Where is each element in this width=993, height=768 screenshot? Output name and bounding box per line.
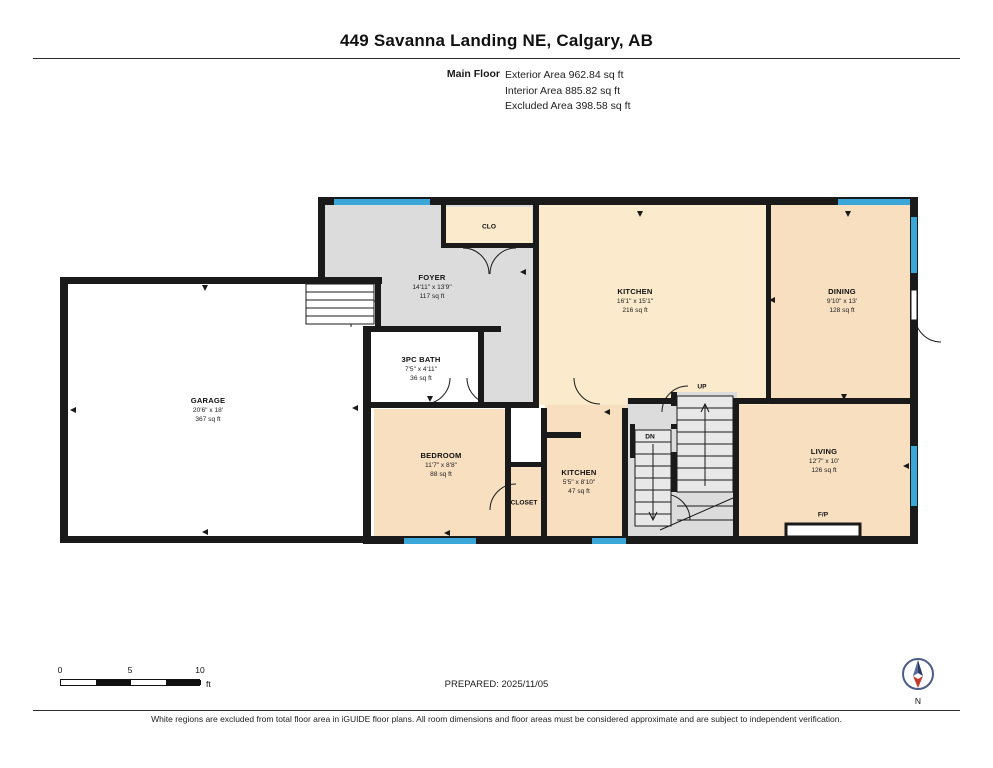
floor-label: Main Floor: [446, 68, 500, 80]
wall-stair-upper: [671, 392, 677, 406]
room-area: 47 sq ft: [568, 487, 590, 495]
wall-kitchen-small-right: [622, 408, 628, 540]
stairs-up-label: UP: [697, 383, 707, 391]
wall-closet-left: [441, 205, 446, 247]
wall-stair-right: [733, 398, 739, 540]
exterior-door-right: [911, 290, 917, 320]
wall-bedroom-closet-top: [505, 462, 547, 467]
footer-divider: [33, 710, 960, 711]
kitchen-main-fill: [538, 203, 770, 405]
room-area: 216 sq ft: [622, 306, 648, 314]
room-dimensions: 5'5" x 8'10": [562, 478, 596, 486]
window-bottom-left: [404, 538, 476, 544]
room-area: 367 sq ft: [195, 415, 221, 423]
scale-tick-0: 0: [57, 665, 63, 675]
fireplace: [786, 524, 860, 537]
room-dimensions: 14'11" x 13'9": [412, 283, 452, 291]
room-area: 88 sq ft: [430, 470, 452, 478]
wall-kitchen-small-left: [541, 408, 547, 540]
room-name: LIVING: [810, 446, 838, 456]
room-name: KITCHEN: [617, 286, 653, 296]
wall-bath-bottom: [371, 402, 536, 408]
window-right-lower: [911, 446, 917, 506]
window-bottom-mid: [592, 538, 626, 544]
room-name: DINING: [828, 286, 856, 296]
wall-foyer-right: [533, 203, 539, 408]
wall-bedroom-right: [505, 408, 511, 540]
stairs-down: [635, 430, 671, 526]
house-wall-left-lower: [363, 326, 371, 544]
room-dimensions: 9'10" x 13': [826, 297, 858, 305]
wall-bath-right: [478, 330, 484, 408]
foyer-steps: [306, 284, 374, 324]
window-top-right: [838, 199, 910, 205]
garage-wall-bottom: [60, 536, 382, 543]
room-name: GARAGE: [190, 395, 226, 405]
room-area: 128 sq ft: [829, 306, 855, 314]
scale-tick-5: 5: [127, 665, 133, 675]
prepared-date: PREPARED: 2025/11/05: [444, 679, 549, 690]
closet-fill: [446, 207, 532, 245]
wall-dining-left: [766, 203, 771, 403]
room-dimensions: 7'5" x 4'11": [404, 365, 438, 373]
scale-bar-graphic: [60, 679, 200, 686]
room-area: 36 sq ft: [410, 374, 432, 382]
compass-rose: [896, 654, 940, 708]
room-dimensions: 12'7" x 10': [808, 457, 840, 465]
stairs-up: [677, 396, 733, 492]
wall-garage-house: [375, 277, 381, 329]
page-title: 449 Savanna Landing NE, Calgary, AB: [339, 31, 654, 50]
excluded-area: Excluded Area 398.58 sq ft: [505, 100, 631, 112]
room-name: BEDROOM: [420, 450, 462, 460]
bedroom-closet-fill: [509, 465, 545, 539]
room-dimensions: 16'1" x 15'1": [616, 297, 654, 305]
dining-fill: [770, 203, 915, 405]
room-area: 126 sq ft: [811, 466, 837, 474]
room-name: KITCHEN: [561, 467, 597, 477]
room-dimensions: 11'7" x 8'8": [424, 461, 457, 469]
stairs-down-label: DN: [645, 433, 655, 441]
living-fill: [735, 405, 915, 539]
kitchen-small-fill: [545, 405, 627, 539]
compass-north-label: N: [914, 696, 922, 706]
scale-bar: [57, 665, 230, 695]
room-name: FOYER: [418, 272, 446, 282]
wall-closet-bottom: [441, 243, 536, 248]
wall-stair-mid: [671, 452, 677, 492]
disclaimer-text: White regions are excluded from total floor area in iGUIDE floor plans. All room dimensions and floor areas must be considered approximate and are subject to independent verification.: [151, 714, 842, 724]
bedroom-closet-label: CLOSET: [510, 499, 538, 507]
door-side-arc: [915, 316, 941, 342]
window-right-upper: [911, 217, 917, 273]
room-name: 3PC BATH: [401, 354, 441, 364]
window-top-left: [334, 199, 430, 205]
house-wall-left-upper: [318, 197, 325, 279]
bath-fill: [378, 333, 484, 405]
exterior-area: Exterior Area 962.84 sq ft: [505, 69, 624, 81]
fireplace-label: F/P: [817, 511, 829, 519]
garage-wall-left: [60, 277, 68, 543]
room-dimensions: 20'6" x 18': [192, 406, 224, 414]
scale-unit: ft: [206, 679, 211, 689]
garage-wall-top: [60, 277, 382, 284]
closet-label: CLO: [482, 223, 496, 231]
scale-tick-10: 10: [195, 665, 205, 675]
interior-area: Interior Area 885.82 sq ft: [505, 84, 620, 97]
wall-kitchen-counter: [547, 432, 581, 438]
bedroom-fill: [374, 409, 509, 539]
wall-stair-landing-left: [630, 424, 635, 458]
room-area: 117 sq ft: [419, 292, 445, 300]
